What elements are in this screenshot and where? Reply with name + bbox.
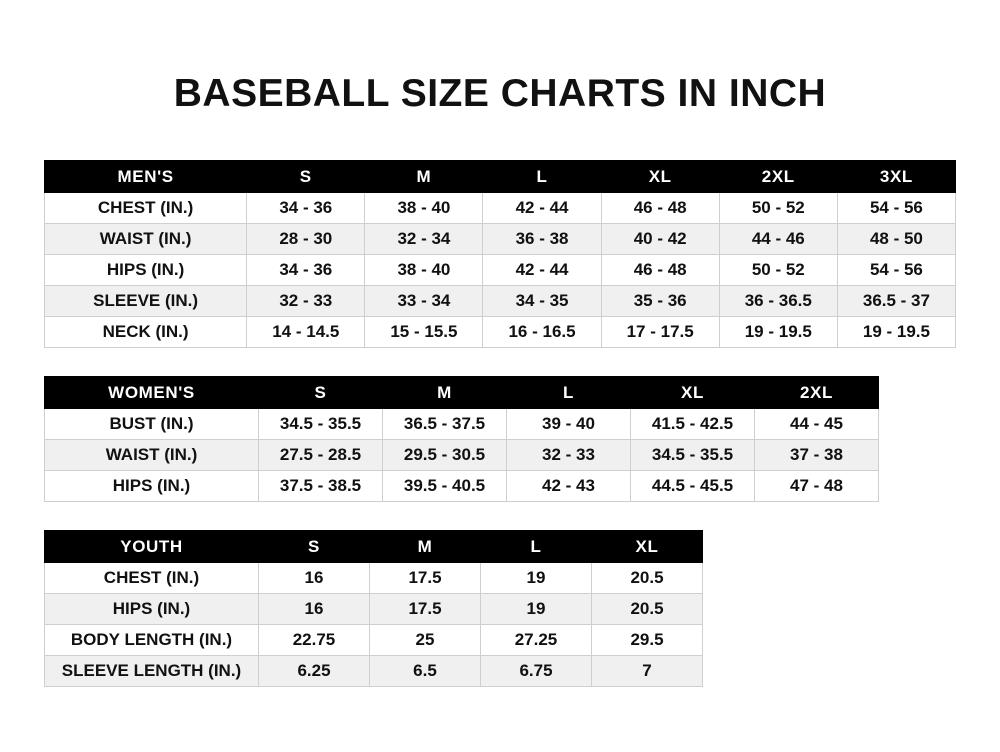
row-label: BUST (IN.) [45,409,259,440]
size-tables-container [0,160,1000,687]
table-cell: 20.5 [592,563,703,594]
row-label: WAIST (IN.) [45,224,247,255]
table-cell: 32 - 34 [365,224,483,255]
table-cell: 27.25 [481,625,592,656]
row-label: HIPS (IN.) [45,594,259,625]
table-row [45,193,956,224]
table-cell: 19 [481,594,592,625]
table-cell: 33 - 34 [365,286,483,317]
column-header: M [370,531,481,563]
table-cell: 19 - 19.5 [719,317,837,348]
page-title: BASEBALL SIZE CHARTS IN INCH [173,72,827,115]
mens-size-table [44,160,956,348]
row-label: NECK (IN.) [45,317,247,348]
table-row [45,656,703,687]
column-header: 2XL [755,377,879,409]
table-cell: 37.5 - 38.5 [259,471,383,502]
table-row [45,563,703,594]
table-cell: 19 - 19.5 [837,317,955,348]
table-cell: 17.5 [370,594,481,625]
column-header: 2XL [719,161,837,193]
table-row [45,286,956,317]
youth-size-table [44,530,703,687]
column-header: WOMEN'S [45,377,259,409]
table-cell: 44 - 46 [719,224,837,255]
table-row [45,594,703,625]
row-label: WAIST (IN.) [45,440,259,471]
table-cell: 25 [370,625,481,656]
table-cell: 36 - 38 [483,224,601,255]
table-header-row [45,531,703,563]
row-label: HIPS (IN.) [45,471,259,502]
table-cell: 15 - 15.5 [365,317,483,348]
table-cell: 34.5 - 35.5 [631,440,755,471]
table-cell: 20.5 [592,594,703,625]
table-cell: 39.5 - 40.5 [383,471,507,502]
column-header: XL [592,531,703,563]
column-header: S [247,161,365,193]
column-header: M [365,161,483,193]
table-cell: 32 - 33 [507,440,631,471]
column-header: L [507,377,631,409]
column-header: S [259,531,370,563]
table-cell: 50 - 52 [719,193,837,224]
row-label: CHEST (IN.) [45,193,247,224]
column-header: M [383,377,507,409]
table-cell: 41.5 - 42.5 [631,409,755,440]
column-header: XL [601,161,719,193]
table-cell: 6.25 [259,656,370,687]
table-cell: 16 [259,594,370,625]
table-cell: 29.5 [592,625,703,656]
row-label: BODY LENGTH (IN.) [45,625,259,656]
table-row [45,471,879,502]
table-cell: 38 - 40 [365,255,483,286]
table-cell: 19 [481,563,592,594]
table-cell: 7 [592,656,703,687]
table-cell: 48 - 50 [837,224,955,255]
column-header: YOUTH [45,531,259,563]
table-cell: 36.5 - 37 [837,286,955,317]
table-cell: 50 - 52 [719,255,837,286]
table-cell: 32 - 33 [247,286,365,317]
table-cell: 42 - 43 [507,471,631,502]
table-header-row [45,161,956,193]
table-cell: 36.5 - 37.5 [383,409,507,440]
table-cell: 28 - 30 [247,224,365,255]
table-cell: 36 - 36.5 [719,286,837,317]
table-cell: 17.5 [370,563,481,594]
table-row [45,224,956,255]
table-row [45,255,956,286]
table-cell: 27.5 - 28.5 [259,440,383,471]
womens-size-table-wrapper [44,376,956,502]
mens-size-table-wrapper [44,160,956,348]
youth-size-table-wrapper [44,530,956,687]
row-label: CHEST (IN.) [45,563,259,594]
table-cell: 46 - 48 [601,193,719,224]
row-label: SLEEVE (IN.) [45,286,247,317]
table-cell: 47 - 48 [755,471,879,502]
column-header: MEN'S [45,161,247,193]
table-cell: 42 - 44 [483,255,601,286]
table-header-row [45,377,879,409]
table-cell: 37 - 38 [755,440,879,471]
table-cell: 35 - 36 [601,286,719,317]
table-cell: 34.5 - 35.5 [259,409,383,440]
table-cell: 16 [259,563,370,594]
table-cell: 34 - 35 [483,286,601,317]
table-cell: 39 - 40 [507,409,631,440]
column-header: XL [631,377,755,409]
table-cell: 16 - 16.5 [483,317,601,348]
table-row [45,317,956,348]
table-cell: 29.5 - 30.5 [383,440,507,471]
table-cell: 54 - 56 [837,255,955,286]
table-cell: 40 - 42 [601,224,719,255]
column-header: L [481,531,592,563]
table-cell: 34 - 36 [247,193,365,224]
table-row [45,409,879,440]
table-cell: 6.75 [481,656,592,687]
table-cell: 44.5 - 45.5 [631,471,755,502]
table-row [45,625,703,656]
table-cell: 42 - 44 [483,193,601,224]
table-cell: 22.75 [259,625,370,656]
table-cell: 38 - 40 [365,193,483,224]
column-header: 3XL [837,161,955,193]
table-cell: 44 - 45 [755,409,879,440]
table-cell: 34 - 36 [247,255,365,286]
column-header: L [483,161,601,193]
column-header: S [259,377,383,409]
table-row [45,440,879,471]
table-cell: 14 - 14.5 [247,317,365,348]
table-cell: 54 - 56 [837,193,955,224]
table-cell: 46 - 48 [601,255,719,286]
table-cell: 6.5 [370,656,481,687]
row-label: SLEEVE LENGTH (IN.) [45,656,259,687]
row-label: HIPS (IN.) [45,255,247,286]
table-cell: 17 - 17.5 [601,317,719,348]
womens-size-table [44,376,879,502]
